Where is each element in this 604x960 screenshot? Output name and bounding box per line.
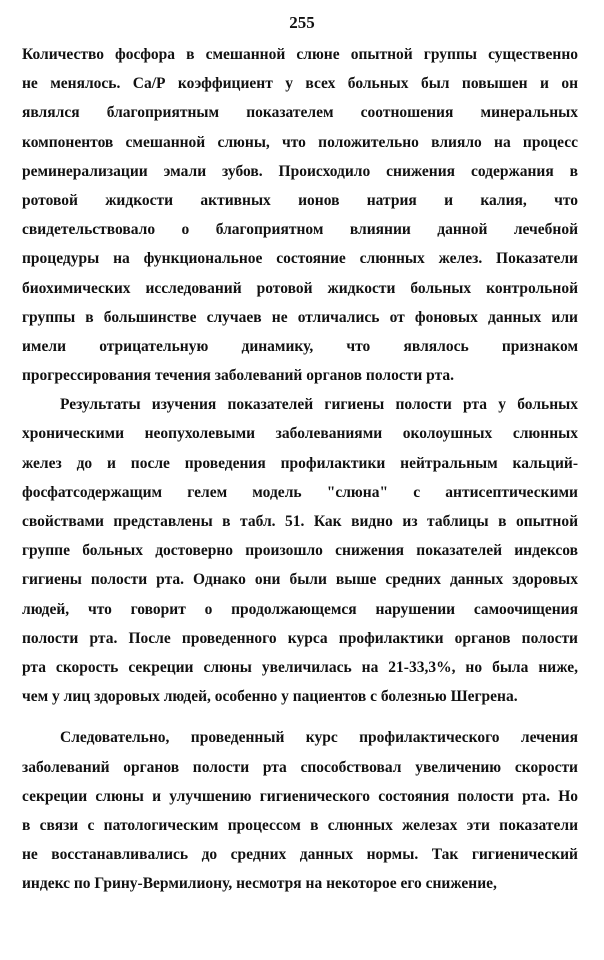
text-line: группе больных достоверно произошло снижения показателей индексов <box>22 542 578 560</box>
text-line: секреции слюны и улучшению гигиенического состояния полости рта. Но <box>22 787 578 805</box>
text-line: реминерализации эмали зубов. Происходило снижения содержания в <box>22 162 578 180</box>
text-line: свойствами представлены в табл. 51. Как видно из таблицы в опытной <box>22 513 578 530</box>
page-number: 255 <box>289 13 315 32</box>
text-line: прогрессирования течения заболеваний органов полости рта. <box>22 367 454 385</box>
text-line: компонентов смешанной слюны, что положительно влияло на процесс <box>22 133 578 151</box>
text-line: имели отрицательную динамику, что являлось признаком <box>22 337 578 355</box>
text-line: индекс по Грину-Вермилиону, несмотря на некоторое его снижение, <box>22 875 497 893</box>
text-line: биохимических исследований ротовой жидкости больных контрольной <box>22 279 578 297</box>
text-line: желез до и после проведения профилактики нейтральным кальций- <box>22 454 578 472</box>
text-line: группы в большинстве случаев не отличались от фоновых данных или <box>22 308 578 326</box>
text-line: людей, что говорит о продолжающемся нарушении самоочищения <box>22 600 578 618</box>
paragraph-conclusion <box>22 723 578 898</box>
paragraph-hygiene-results <box>22 390 578 711</box>
text-line: процедуры на функциональное состояние слюнных желез. Показатели <box>22 250 578 268</box>
text-line: являлся благоприятным показателем соотношения минеральных <box>22 104 578 122</box>
text-line: гигиены полости рта. Однако они были выше средних данных здоровых <box>22 571 578 589</box>
text-line: Следовательно, проведенный курс профилактического лечения <box>60 729 578 747</box>
text-line: хроническими неопухолевыми заболеваниями околоушных слюнных <box>22 425 578 443</box>
text-line: ротовой жидкости активных ионов натрия и калия, что <box>22 191 578 209</box>
text-line: рта скорость секреции слюны увеличилась на 21-33,3%, но была ниже, <box>22 658 578 676</box>
text-line: Результаты изучения показателей гигиены полости рта у больных <box>60 396 578 414</box>
text-line: Количество фосфора в смешанной слюне опытной группы существенно <box>22 46 578 63</box>
paragraph-phosphorus-saliva <box>22 40 578 390</box>
body-text <box>22 40 578 898</box>
text-line: не восстанавливались до средних данных нормы. Так гигиенический <box>22 846 578 864</box>
text-line: фосфатсодержащим гелем модель "слюна" с антисептическими <box>22 483 578 501</box>
text-line: полости рта. После проведенного курса профилактики органов полости <box>22 629 578 647</box>
text-line: заболеваний органов полости рта способствовал увеличению скорости <box>22 758 578 776</box>
paragraph-gap <box>22 711 578 723</box>
text-line: свидетельствовало о благоприятном влиянии данной лечебной <box>22 221 578 239</box>
text-line: чем у лиц здоровых людей, особенно у пациентов с болезнью Шегрена. <box>22 688 518 706</box>
text-line: не менялось. Са/Р коэффициент у всех больных был повышен и он <box>22 75 578 93</box>
text-line: в связи с патологическим процессом в слюнных железах эти показатели <box>22 816 578 834</box>
